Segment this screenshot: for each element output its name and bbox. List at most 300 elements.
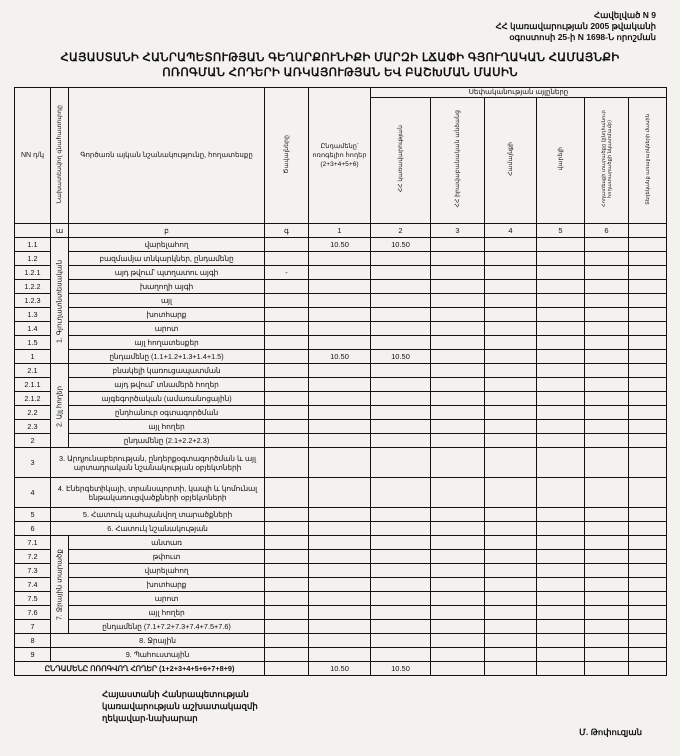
row-c3 (485, 266, 537, 280)
row-c4 (537, 648, 585, 662)
row-sum (309, 508, 371, 522)
row-c2 (431, 322, 485, 336)
row-c2 (431, 564, 485, 578)
row-c6 (629, 336, 667, 350)
cell-letter-a: ա (51, 224, 69, 238)
row-c6 (629, 592, 667, 606)
row-total (265, 364, 309, 378)
table-row (15, 420, 667, 434)
cell-num-2: 2 (371, 224, 431, 238)
row-c1 (371, 308, 431, 322)
row-nn: 2.2 (15, 406, 51, 420)
row-c1 (371, 336, 431, 350)
col-2-legal (431, 98, 485, 224)
row-label: արոտ (69, 322, 265, 336)
row-c6 (629, 448, 667, 478)
row-label: թփուտ (69, 550, 265, 564)
row-total (265, 308, 309, 322)
row-c5 (585, 434, 629, 448)
row-label: ընդամենը (2.1+2.2+2.3) (69, 434, 265, 448)
row-c4 (537, 266, 585, 280)
row-c3 (485, 578, 537, 592)
row-sum: 10.50 (309, 238, 371, 252)
row-c4 (537, 252, 585, 266)
table-row (15, 378, 667, 392)
row-c6 (629, 280, 667, 294)
row-c4 (537, 364, 585, 378)
row-total (265, 350, 309, 364)
col-sum: Ընդամենը՝ ոռոգելիո հողեր (2+3+4+5+6) (309, 88, 371, 224)
row-c3 (485, 592, 537, 606)
row-c3 (485, 280, 537, 294)
row-total (265, 434, 309, 448)
row-c1 (371, 448, 431, 478)
table-row (15, 448, 667, 478)
row-label: այլ հողատեսքեր (69, 336, 265, 350)
row-c6 (629, 406, 667, 420)
row-c4 (537, 378, 585, 392)
row-nn: 2.1.1 (15, 378, 51, 392)
grand-total-label: ԸՆԴԱՄԵՆԸ ՈՌՈԳՎՈՂ ՀՈՂԵՐ (1+2+3+4+5+6+7+8+9) (15, 662, 265, 676)
row-c6 (629, 564, 667, 578)
row-c6 (629, 266, 667, 280)
header-line-2: ՀՀ կառավարության 2005 թվականի (495, 21, 656, 31)
row-c1 (371, 522, 431, 536)
row-c4 (537, 478, 585, 508)
row-c6 (629, 550, 667, 564)
row-c6 (629, 478, 667, 508)
row-c5 (585, 536, 629, 550)
row-c5 (585, 294, 629, 308)
footer-line-1: Հայաստանի Հանրապետության (102, 689, 249, 699)
table-row (15, 364, 667, 378)
row-c5 (585, 578, 629, 592)
row-nn: 2.1 (15, 364, 51, 378)
table-row (15, 238, 667, 252)
row-c6 (629, 350, 667, 364)
row-c6 (629, 294, 667, 308)
table-row (15, 508, 667, 522)
row-c1 (371, 550, 431, 564)
col-1-label: ՀՀ կառավարության (396, 125, 404, 193)
table-row (15, 266, 667, 280)
row-c3 (485, 238, 537, 252)
row-c4 (537, 420, 585, 434)
row-c2 (431, 578, 485, 592)
row-label: խոտհարք (69, 308, 265, 322)
table-row (15, 392, 667, 406)
row-c5 (585, 592, 629, 606)
table-row (15, 536, 667, 550)
row-c1 (371, 294, 431, 308)
row-sum (309, 634, 371, 648)
land-table (14, 87, 667, 676)
signer-name: Մ. Թոփուզյան (579, 727, 642, 737)
row-c2 (431, 308, 485, 322)
row-c1 (371, 280, 431, 294)
row-nn: 2.3 (15, 420, 51, 434)
col-name: Գործառն այկան նշանակությունը, հողատեսքը (69, 88, 265, 224)
row-c2 (431, 266, 485, 280)
row-c1 (371, 252, 431, 266)
row-c6 (629, 578, 667, 592)
row-c2 (431, 478, 485, 508)
row-nn: 2 (15, 434, 51, 448)
row-c5 (585, 648, 629, 662)
row-total (265, 634, 309, 648)
row-sum (309, 266, 371, 280)
col-total (265, 88, 309, 224)
row-nn: 2.1.2 (15, 392, 51, 406)
table-row (15, 252, 667, 266)
table-row (15, 280, 667, 294)
row-c5 (585, 606, 629, 620)
table-row (15, 550, 667, 564)
row-c4 (537, 294, 585, 308)
table-row (15, 634, 667, 648)
row-c5 (585, 392, 629, 406)
row-c5 (585, 308, 629, 322)
cell-num-blank (629, 224, 667, 238)
row-nn: 9 (15, 648, 51, 662)
row-c4 (537, 620, 585, 634)
row-c1 (371, 378, 431, 392)
row-nn: 3 (15, 448, 51, 478)
row-c5 (585, 406, 629, 420)
row-c4 (537, 522, 585, 536)
col-4-label: վարելի (556, 147, 564, 171)
row-nn: 1.2.3 (15, 294, 51, 308)
row-c4 (537, 336, 585, 350)
row-nn: 1.1 (15, 238, 51, 252)
row-c2 (431, 378, 485, 392)
table-row-subtotal (15, 434, 667, 448)
col-3-community (485, 98, 537, 224)
row-nn: 7.1 (15, 536, 51, 550)
table-row (15, 606, 667, 620)
row-c1 (371, 592, 431, 606)
document-header (14, 10, 656, 43)
row-total (265, 392, 309, 406)
row-c2 (431, 420, 485, 434)
row-sum (309, 522, 371, 536)
row-c6 (629, 378, 667, 392)
row-total (265, 508, 309, 522)
row-c2 (431, 364, 485, 378)
group-label-water: 7. Ջրային տարածք (51, 536, 69, 634)
row-c2 (431, 550, 485, 564)
row-total: - (265, 266, 309, 280)
row-c1 (371, 420, 431, 434)
row-c3 (485, 336, 537, 350)
row-sum: 10.50 (309, 350, 371, 364)
row-total (265, 322, 309, 336)
row-sum (309, 308, 371, 322)
row-label: այլ հողեր (69, 420, 265, 434)
row-c6 (629, 434, 667, 448)
row-total (265, 478, 309, 508)
row-c3 (485, 564, 537, 578)
row-c3 (485, 294, 537, 308)
row-sum (309, 478, 371, 508)
row-c4 (537, 592, 585, 606)
row-c2 (431, 294, 485, 308)
row-c3 (485, 648, 537, 662)
row-nn: 7.6 (15, 606, 51, 620)
row-c4 (537, 322, 585, 336)
row-label: այլ (69, 294, 265, 308)
row-total (265, 606, 309, 620)
row-c1 (371, 266, 431, 280)
table-row-subtotal (15, 350, 667, 364)
row-c3 (485, 620, 537, 634)
row-label: այլ հողեր (69, 606, 265, 620)
col-6-notes (629, 98, 667, 224)
cell-num-6: 6 (585, 224, 629, 238)
row-sum (309, 280, 371, 294)
row-c6 (629, 392, 667, 406)
row-c2 (431, 448, 485, 478)
col-4-arable (537, 98, 585, 224)
table-row (15, 336, 667, 350)
row-c6 (629, 648, 667, 662)
row-c4 (537, 434, 585, 448)
row-c5 (585, 322, 629, 336)
row-c2 (431, 238, 485, 252)
row-label: ընդհանուր օգտագործման (69, 406, 265, 420)
row-total (265, 252, 309, 266)
grand-total-c4 (537, 662, 585, 676)
row-nn: 1.2 (15, 252, 51, 266)
row-nn: 7 (15, 620, 51, 634)
row-c2 (431, 252, 485, 266)
row-c6 (629, 308, 667, 322)
row-c3 (485, 508, 537, 522)
row-label: խոտհարք (69, 578, 265, 592)
footer-line-3: ղեկավար-նախարար (102, 713, 198, 723)
row-c6 (629, 620, 667, 634)
row-c2 (431, 648, 485, 662)
row-nn: 5 (15, 508, 51, 522)
cell-num-3: 3 (431, 224, 485, 238)
row-total (265, 406, 309, 420)
row-label: բազմամյա տնկարկներ, ընդամենը (69, 252, 265, 266)
row-c5 (585, 364, 629, 378)
row-c5 (585, 634, 629, 648)
table-letter-row (15, 224, 667, 238)
cell-letter-g: գ (265, 224, 309, 238)
table-row (15, 294, 667, 308)
cell-num-5: 5 (537, 224, 585, 238)
row-label: 8. Ջրային (51, 634, 265, 648)
row-c2 (431, 592, 485, 606)
row-nn: 7.3 (15, 564, 51, 578)
row-nn: 1.3 (15, 308, 51, 322)
row-nn: 6 (15, 522, 51, 536)
row-c3 (485, 522, 537, 536)
row-c2 (431, 508, 485, 522)
table-row (15, 478, 667, 508)
row-sum (309, 420, 371, 434)
row-c2 (431, 406, 485, 420)
row-c1 (371, 322, 431, 336)
table-row (15, 564, 667, 578)
row-sum (309, 448, 371, 478)
col-total-label: Ծավալները (282, 134, 290, 174)
row-c2 (431, 536, 485, 550)
row-label: այդ թվում՝ տնամերձ հողեր (69, 378, 265, 392)
col-nn: NN դ/կ (15, 88, 51, 224)
row-nn: 8 (15, 634, 51, 648)
col-6-label: Տեղեկանք առաջարկների մասին (644, 113, 651, 205)
grand-total-c3 (485, 662, 537, 676)
table-row (15, 592, 667, 606)
row-c6 (629, 606, 667, 620)
row-total (265, 378, 309, 392)
row-c5 (585, 550, 629, 564)
group-label-agricultural: 1. Գյուղատնտեսական (51, 238, 69, 364)
row-sum (309, 648, 371, 662)
row-c1 (371, 564, 431, 578)
row-label: այգեգործական (ամառանոցային) (69, 392, 265, 406)
header-line-1: Հավելված N 9 (594, 10, 656, 20)
row-label: բնակելի կառուցապատման (69, 364, 265, 378)
row-c1 (371, 606, 431, 620)
row-sum (309, 336, 371, 350)
document-footer (14, 688, 666, 738)
row-c4 (537, 550, 585, 564)
row-c2 (431, 350, 485, 364)
row-c2 (431, 606, 485, 620)
row-total (265, 336, 309, 350)
col-3-label: Համայնքի (506, 142, 514, 176)
row-total (265, 294, 309, 308)
table-row (15, 522, 667, 536)
row-c6 (629, 252, 667, 266)
row-c3 (485, 252, 537, 266)
row-sum (309, 406, 371, 420)
row-label: ընդամենը (7.1+7.2+7.3+7.4+7.5+7.6) (69, 620, 265, 634)
row-c3 (485, 322, 537, 336)
cell-num-1: 1 (309, 224, 371, 238)
row-c4 (537, 536, 585, 550)
row-c6 (629, 508, 667, 522)
col-5-label: Հողատեսքի տարածքը (ընդհանուր հողատարածքի նկատմամբ) (600, 110, 613, 208)
title-line-2: ՈՌՈԳՄԱՆ ՀՈԴԵՐԻ ԱՌԿԱՅՈՒԹՅԱՆ ԵՎ ԲԱՇԽՄԱՆ ՄԱՍԻՆ (162, 67, 518, 79)
row-total (265, 578, 309, 592)
grand-total-c5 (585, 662, 629, 676)
row-c3 (485, 478, 537, 508)
row-nn: 1.2.1 (15, 266, 51, 280)
row-c5 (585, 252, 629, 266)
row-c4 (537, 392, 585, 406)
row-c4 (537, 448, 585, 478)
row-c2 (431, 634, 485, 648)
row-total (265, 420, 309, 434)
row-c3 (485, 434, 537, 448)
row-c6 (629, 364, 667, 378)
row-sum (309, 550, 371, 564)
row-c3 (485, 308, 537, 322)
row-nn: 7.4 (15, 578, 51, 592)
cell-num-4: 4 (485, 224, 537, 238)
row-c1 (371, 634, 431, 648)
row-total (265, 448, 309, 478)
row-sum (309, 620, 371, 634)
row-total (265, 280, 309, 294)
row-label: 5. Հատուկ պահպանվող տարածքների (51, 508, 265, 522)
row-c2 (431, 336, 485, 350)
row-sum (309, 434, 371, 448)
row-c4 (537, 508, 585, 522)
row-c5 (585, 238, 629, 252)
row-c4 (537, 350, 585, 364)
col-2-label: ՀՀ իրավաբանական անձանց (453, 110, 461, 208)
table-header-row-1 (15, 88, 667, 98)
row-nn: 1 (15, 350, 51, 364)
row-nn: 1.4 (15, 322, 51, 336)
row-nn: 4 (15, 478, 51, 508)
table-row (15, 406, 667, 420)
row-label: 3. Արդյունաբերության, ընդերքօգտագործման և այլ արտադրական նշանակության օբյեկտների (51, 448, 265, 478)
row-c2 (431, 392, 485, 406)
col-subject (51, 88, 69, 224)
row-c3 (485, 606, 537, 620)
row-total (265, 564, 309, 578)
row-c2 (431, 620, 485, 634)
row-label: ընդամենը (1.1+1.2+1.3+1.4+1.5) (69, 350, 265, 364)
row-c1 (371, 478, 431, 508)
row-c1 (371, 578, 431, 592)
row-c5 (585, 336, 629, 350)
row-c4 (537, 606, 585, 620)
row-label: խաղողի այգի (69, 280, 265, 294)
row-c5 (585, 420, 629, 434)
row-c4 (537, 578, 585, 592)
cell-nn-letter (15, 224, 51, 238)
signature-block (14, 688, 666, 724)
row-c3 (485, 392, 537, 406)
row-c5 (585, 448, 629, 478)
row-c4 (537, 406, 585, 420)
row-c4 (537, 238, 585, 252)
col-5-area (585, 98, 629, 224)
row-c1 (371, 434, 431, 448)
row-c1: 10.50 (371, 350, 431, 364)
row-label: վարելահող (69, 564, 265, 578)
row-sum (309, 392, 371, 406)
grand-total-c1: 10.50 (371, 662, 431, 676)
row-label: անտառ (69, 536, 265, 550)
row-total (265, 550, 309, 564)
row-c1 (371, 406, 431, 420)
row-c5 (585, 378, 629, 392)
grand-total-c6 (629, 662, 667, 676)
row-label: 9. Պահուստային (51, 648, 265, 662)
header-line-3: օգոստոսի 25-ի N 1698-Ն որոշման (509, 32, 656, 42)
row-c6 (629, 420, 667, 434)
row-c1 (371, 648, 431, 662)
row-total (265, 522, 309, 536)
table-row-subtotal (15, 620, 667, 634)
row-sum (309, 294, 371, 308)
row-c1 (371, 364, 431, 378)
row-label: 6. Հատուկ նշանակության (51, 522, 265, 536)
row-c3 (485, 634, 537, 648)
row-c3 (485, 364, 537, 378)
row-c6 (629, 238, 667, 252)
table-row (15, 308, 667, 322)
